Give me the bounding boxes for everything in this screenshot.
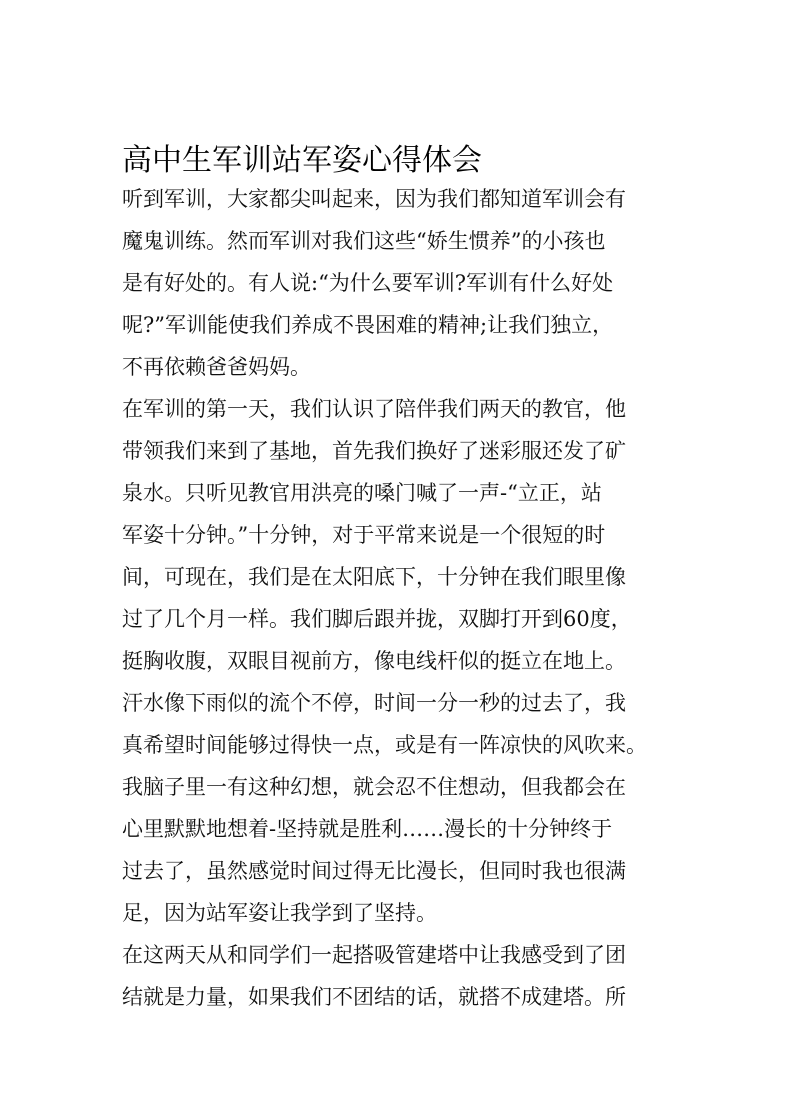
body-line-16: 心里默默地想着-坚持就是胜利……漫长的十分钟终于 bbox=[122, 817, 613, 841]
body-line-1: 听到军训，大家都尖叫起来，因为我们都知道军训会有 bbox=[122, 187, 626, 211]
body-line-9: 军姿十分钟。”十分钟，对于平常来说是一个很短的时 bbox=[122, 523, 606, 547]
body-line-5: 不再依赖爸爸妈妈。 bbox=[122, 355, 311, 379]
body-line-7: 带领我们来到了基地，首先我们换好了迷彩服还发了矿 bbox=[122, 439, 626, 463]
body-line-10: 间，可现在，我们是在太阳底下，十分钟在我们眼里像 bbox=[122, 565, 626, 589]
body-line-13: 汗水像下雨似的流个不停，时间一分一秒的过去了，我 bbox=[122, 691, 626, 715]
body-line-12: 挺胸收腹，双眼目视前方，像电线杆似的挺立在地上。 bbox=[122, 649, 626, 673]
body-line-2: 魔鬼训练。然而军训对我们这些“娇生惯养”的小孩也 bbox=[122, 229, 606, 253]
body-line-15: 我脑子里一有这种幻想，就会忍不住想动，但我都会在 bbox=[122, 775, 626, 799]
body-line-8: 泉水。只听见教官用洪亮的嗓门喊了一声-“立正，站 bbox=[122, 481, 602, 505]
body-line-3: 是有好处的。有人说:“为什么要军训?军训有什么好处 bbox=[122, 271, 614, 295]
body-line-6: 在军训的第一天，我们认识了陪伴我们两天的教官，他 bbox=[122, 397, 626, 421]
body-line-4: 呢?”军训能使我们养成不畏困难的精神;让我们独立， bbox=[122, 313, 614, 337]
body-line-18: 足，因为站军姿让我学到了坚持。 bbox=[122, 901, 437, 925]
body-line-14: 真希望时间能够过得快一点，或是有一阵凉快的风吹来。 bbox=[122, 733, 647, 757]
body-line-20: 结就是力量，如果我们不团结的话，就搭不成建塔。所 bbox=[122, 985, 626, 1009]
body-line-19: 在这两天从和同学们一起搭吸管建塔中让我感受到了团 bbox=[122, 943, 626, 967]
document-title: 高中生军训站军姿心得体会 bbox=[122, 143, 482, 178]
body-line-11: 过了几个月一样。我们脚后跟并拢，双脚打开到60度， bbox=[122, 607, 632, 631]
body-line-17: 过去了，虽然感觉时间过得无比漫长，但同时我也很满 bbox=[122, 859, 626, 883]
